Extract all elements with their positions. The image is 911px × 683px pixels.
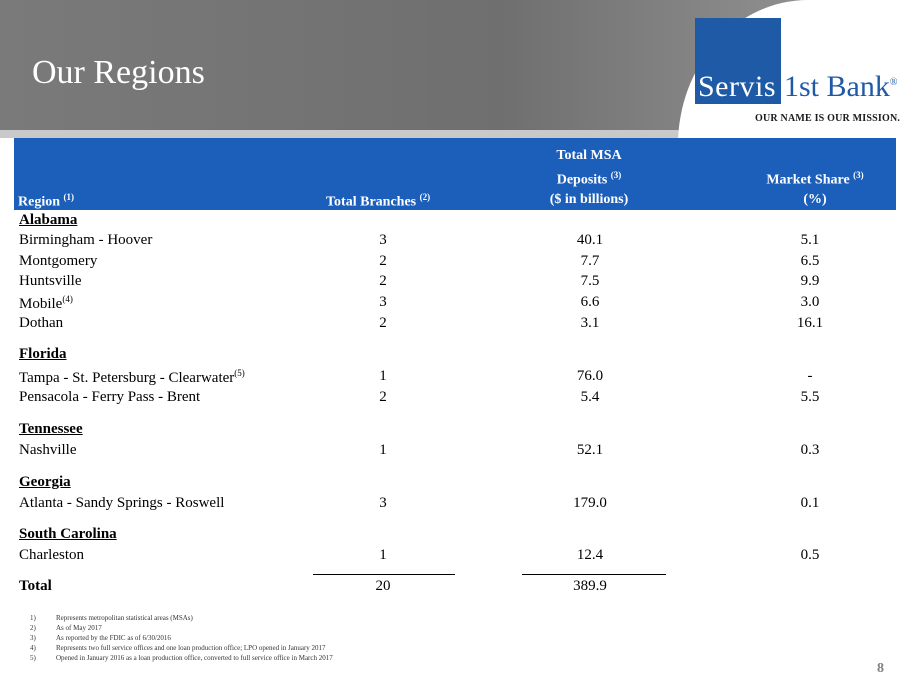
deposits-cell: 179.0 — [573, 495, 607, 511]
header-deposits-line2: Deposits $^{(3)}$ — [556, 170, 622, 188]
share-cell: 3.0 — [800, 294, 820, 310]
footnote: 3) As reported by the FDIC as of 6/30/2016 — [30, 634, 171, 642]
state-heading: Alabama — [19, 212, 78, 228]
total-branches: 20 — [375, 578, 391, 594]
total-deposits: 389.9 — [573, 578, 607, 594]
share-cell: 0.1 — [800, 495, 820, 511]
header-deposits-line1: Total MSA — [556, 148, 622, 163]
branches-cell: 3 — [379, 294, 387, 310]
share-cell: 0.5 — [800, 547, 820, 563]
region-name: Montgomery — [19, 253, 98, 269]
deposits-cell: 76.0 — [576, 368, 604, 384]
state-heading: South Carolina — [19, 526, 117, 542]
deposits-cell: 40.1 — [576, 232, 604, 248]
region-name: Charleston — [19, 547, 84, 563]
share-cell: 5.5 — [800, 389, 820, 405]
logo-text-rest: 1st Bank® — [784, 70, 898, 103]
header-share-line1: Market Share $^{(3)}$ — [766, 170, 864, 188]
branches-cell: 1 — [379, 547, 387, 563]
branches-cell: 2 — [379, 273, 387, 289]
share-cell: 16.1 — [796, 315, 824, 331]
deposits-cell: 7.5 — [580, 273, 600, 289]
state-heading: Georgia — [19, 474, 71, 490]
total-rule-deposits — [522, 574, 666, 575]
deposits-cell: 7.7 — [580, 253, 600, 269]
branches-cell: 2 — [379, 253, 387, 269]
footnote: 1) Represents metropolitan statistical areas (MSAs) — [30, 614, 193, 622]
deposits-cell: 5.4 — [580, 389, 600, 405]
header-deposits-line3: ($ in billions) — [549, 192, 629, 207]
share-cell: 9.9 — [800, 273, 820, 289]
region-name: Mobile$^{(4)}$ — [19, 294, 73, 312]
total-rule-branches — [313, 574, 455, 575]
footnote: 2) As of May 2017 — [30, 624, 102, 632]
header-share-line2: (%) — [803, 192, 827, 207]
region-name: Birmingham - Hoover — [19, 232, 153, 248]
share-cell: 0.3 — [800, 442, 820, 458]
deposits-cell: 6.6 — [580, 294, 600, 310]
page-number: 8 — [877, 661, 884, 676]
total-label: Total — [19, 578, 52, 594]
branches-cell: 1 — [379, 368, 387, 384]
deposits-cell: 12.4 — [576, 547, 604, 563]
region-name: Huntsville — [19, 273, 82, 289]
deposits-cell: 3.1 — [580, 315, 600, 331]
branches-cell: 1 — [379, 442, 387, 458]
footnotes — [30, 614, 333, 664]
branches-cell: 3 — [379, 495, 387, 511]
share-cell: 5.1 — [800, 232, 820, 248]
header-branches: Total Branches $^{(2)}$ — [326, 192, 431, 210]
page-title: Our Regions — [32, 54, 205, 91]
share-cell: - — [807, 368, 813, 384]
region-name: Tampa - St. Petersburg - Clearwater$^{(5)}$ — [19, 368, 245, 386]
region-name: Nashville — [19, 442, 77, 458]
footnote: 4) Represents two full service offices and one loan production office; LPO opened in January 2017 — [30, 644, 326, 652]
footnote: 5) Opened in January 2016 as a loan production office, converted to full service office in March 2017 — [30, 654, 333, 662]
logo-tagline: OUR NAME IS OUR MISSION. — [755, 113, 901, 124]
state-heading: Tennessee — [19, 421, 83, 437]
region-name: Dothan — [19, 315, 64, 331]
region-name: Atlanta - Sandy Springs - Roswell — [19, 495, 225, 511]
logo-text-servis: Servis — [698, 70, 776, 103]
region-name: Pensacola - Ferry Pass - Brent — [19, 389, 201, 405]
header-region: Region $^{(1)}$ — [18, 192, 74, 210]
deposits-cell: 52.1 — [576, 442, 604, 458]
share-cell: 6.5 — [800, 253, 820, 269]
state-heading: Florida — [19, 346, 67, 362]
table-header — [14, 138, 896, 210]
branches-cell: 2 — [379, 389, 387, 405]
branches-cell: 3 — [379, 232, 387, 248]
branches-cell: 2 — [379, 315, 387, 331]
